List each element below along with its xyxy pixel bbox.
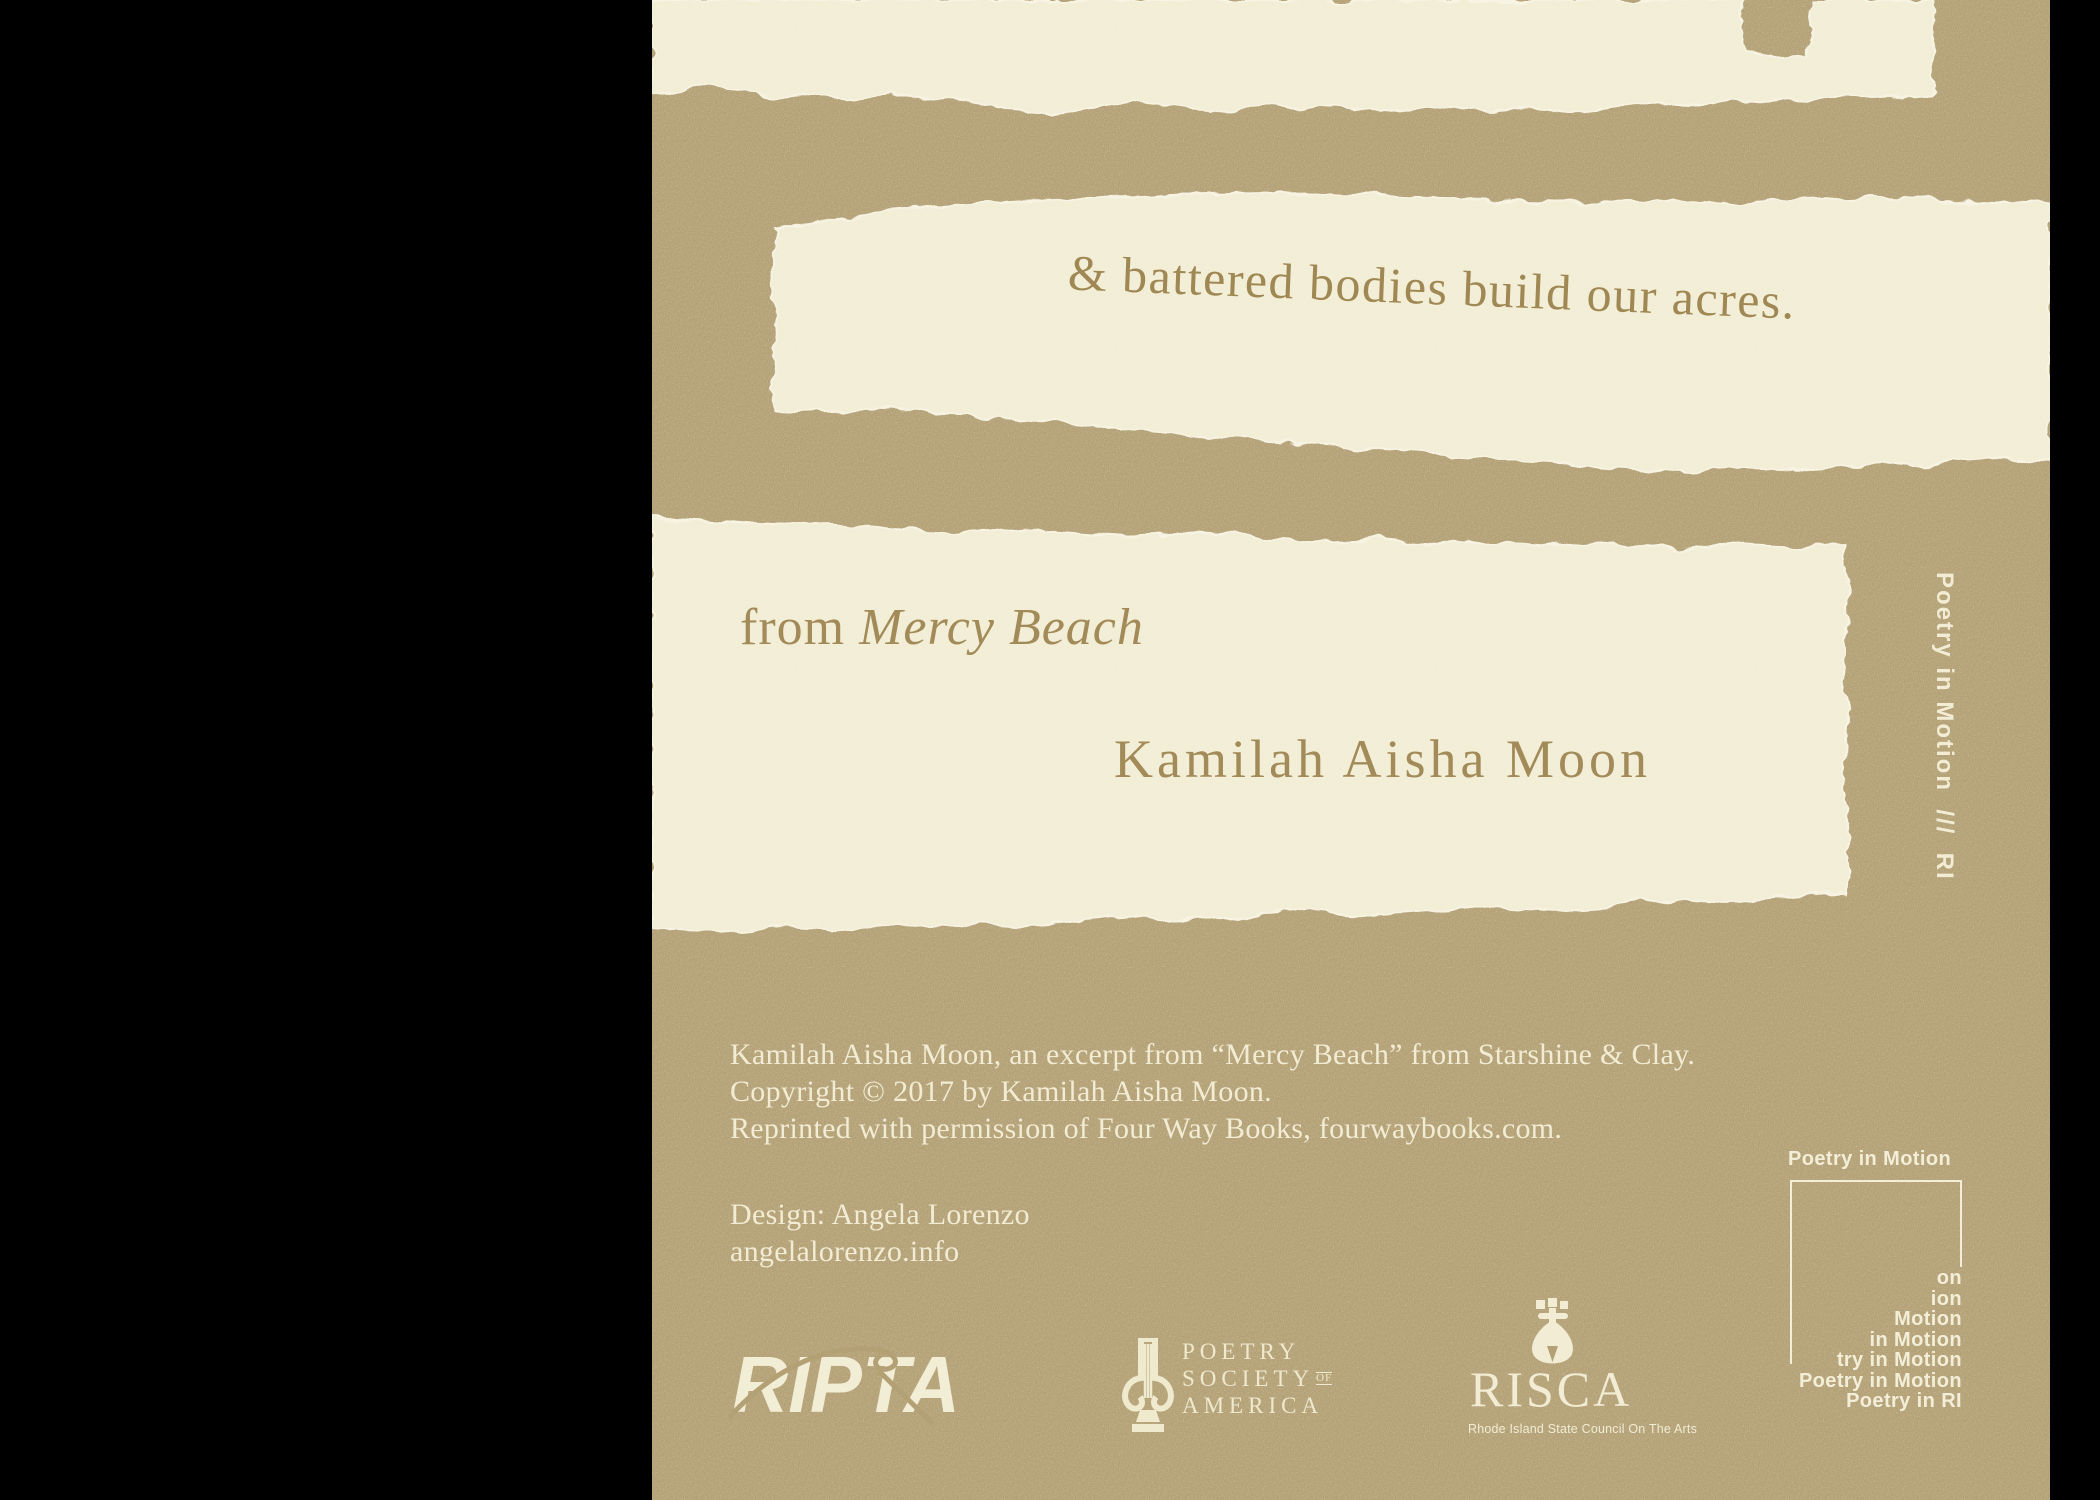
pim-line-6: Poetry in Motion: [1798, 1369, 1962, 1392]
poetry-poster: [652, 0, 2050, 1500]
pim-square-mark-right-leg: [1960, 1180, 1962, 1267]
credits-line-3: Reprinted with permission of Four Way Books, fourwaybooks.com.: [730, 1112, 1563, 1145]
psa-line-america: AMERICA: [1182, 1393, 1324, 1418]
credits-line-1: Kamilah Aisha Moon, an excerpt from “Mercy Beach” from Starshine & Clay.: [730, 1038, 1696, 1071]
poem-line: & battered bodies build our acres.: [1066, 244, 1798, 330]
design-credit-url: angelalorenzo.info: [730, 1235, 960, 1268]
risca-tagline: Rhode Island State Council On The Arts: [1468, 1422, 1698, 1436]
psa-of-small: OF: [1316, 1372, 1333, 1384]
side-banner-poetry-in-motion-ri: Poetry in Motion /// RI: [1931, 572, 1958, 881]
pim-line-2: ion: [1930, 1287, 1962, 1310]
poem-author: Kamilah Aisha Moon: [1114, 729, 1651, 789]
pim-heading: Poetry in Motion: [1788, 1148, 1952, 1170]
pim-repeating-lines: [1799, 1268, 1962, 1412]
poetry-in-motion-lockup: [652, 0, 2050, 1500]
psa-line-society-of: SOCIETY OF: [1182, 1366, 1333, 1391]
design-credit-name: Design: Angela Lorenzo: [730, 1198, 1030, 1231]
poem-source-prefix: from: [740, 599, 860, 656]
pim-line-7: Poetry in RI: [1846, 1390, 1962, 1412]
pim-line-4: in Motion: [1869, 1328, 1962, 1351]
pim-line-1: on: [1936, 1267, 1962, 1289]
ripta-wordmark: RIPTA: [732, 1340, 960, 1426]
credits-line-2: Copyright © 2017 by Kamilah Aisha Moon.: [730, 1075, 1272, 1108]
pim-line-3: Motion: [1894, 1308, 1962, 1330]
psa-line-poetry: POETRY: [1182, 1339, 1301, 1364]
poem-source-title: Mercy Beach: [859, 599, 1144, 656]
risca-wordmark: RISCA: [1470, 1361, 1633, 1417]
pim-line-5: try in Motion: [1836, 1349, 1962, 1371]
